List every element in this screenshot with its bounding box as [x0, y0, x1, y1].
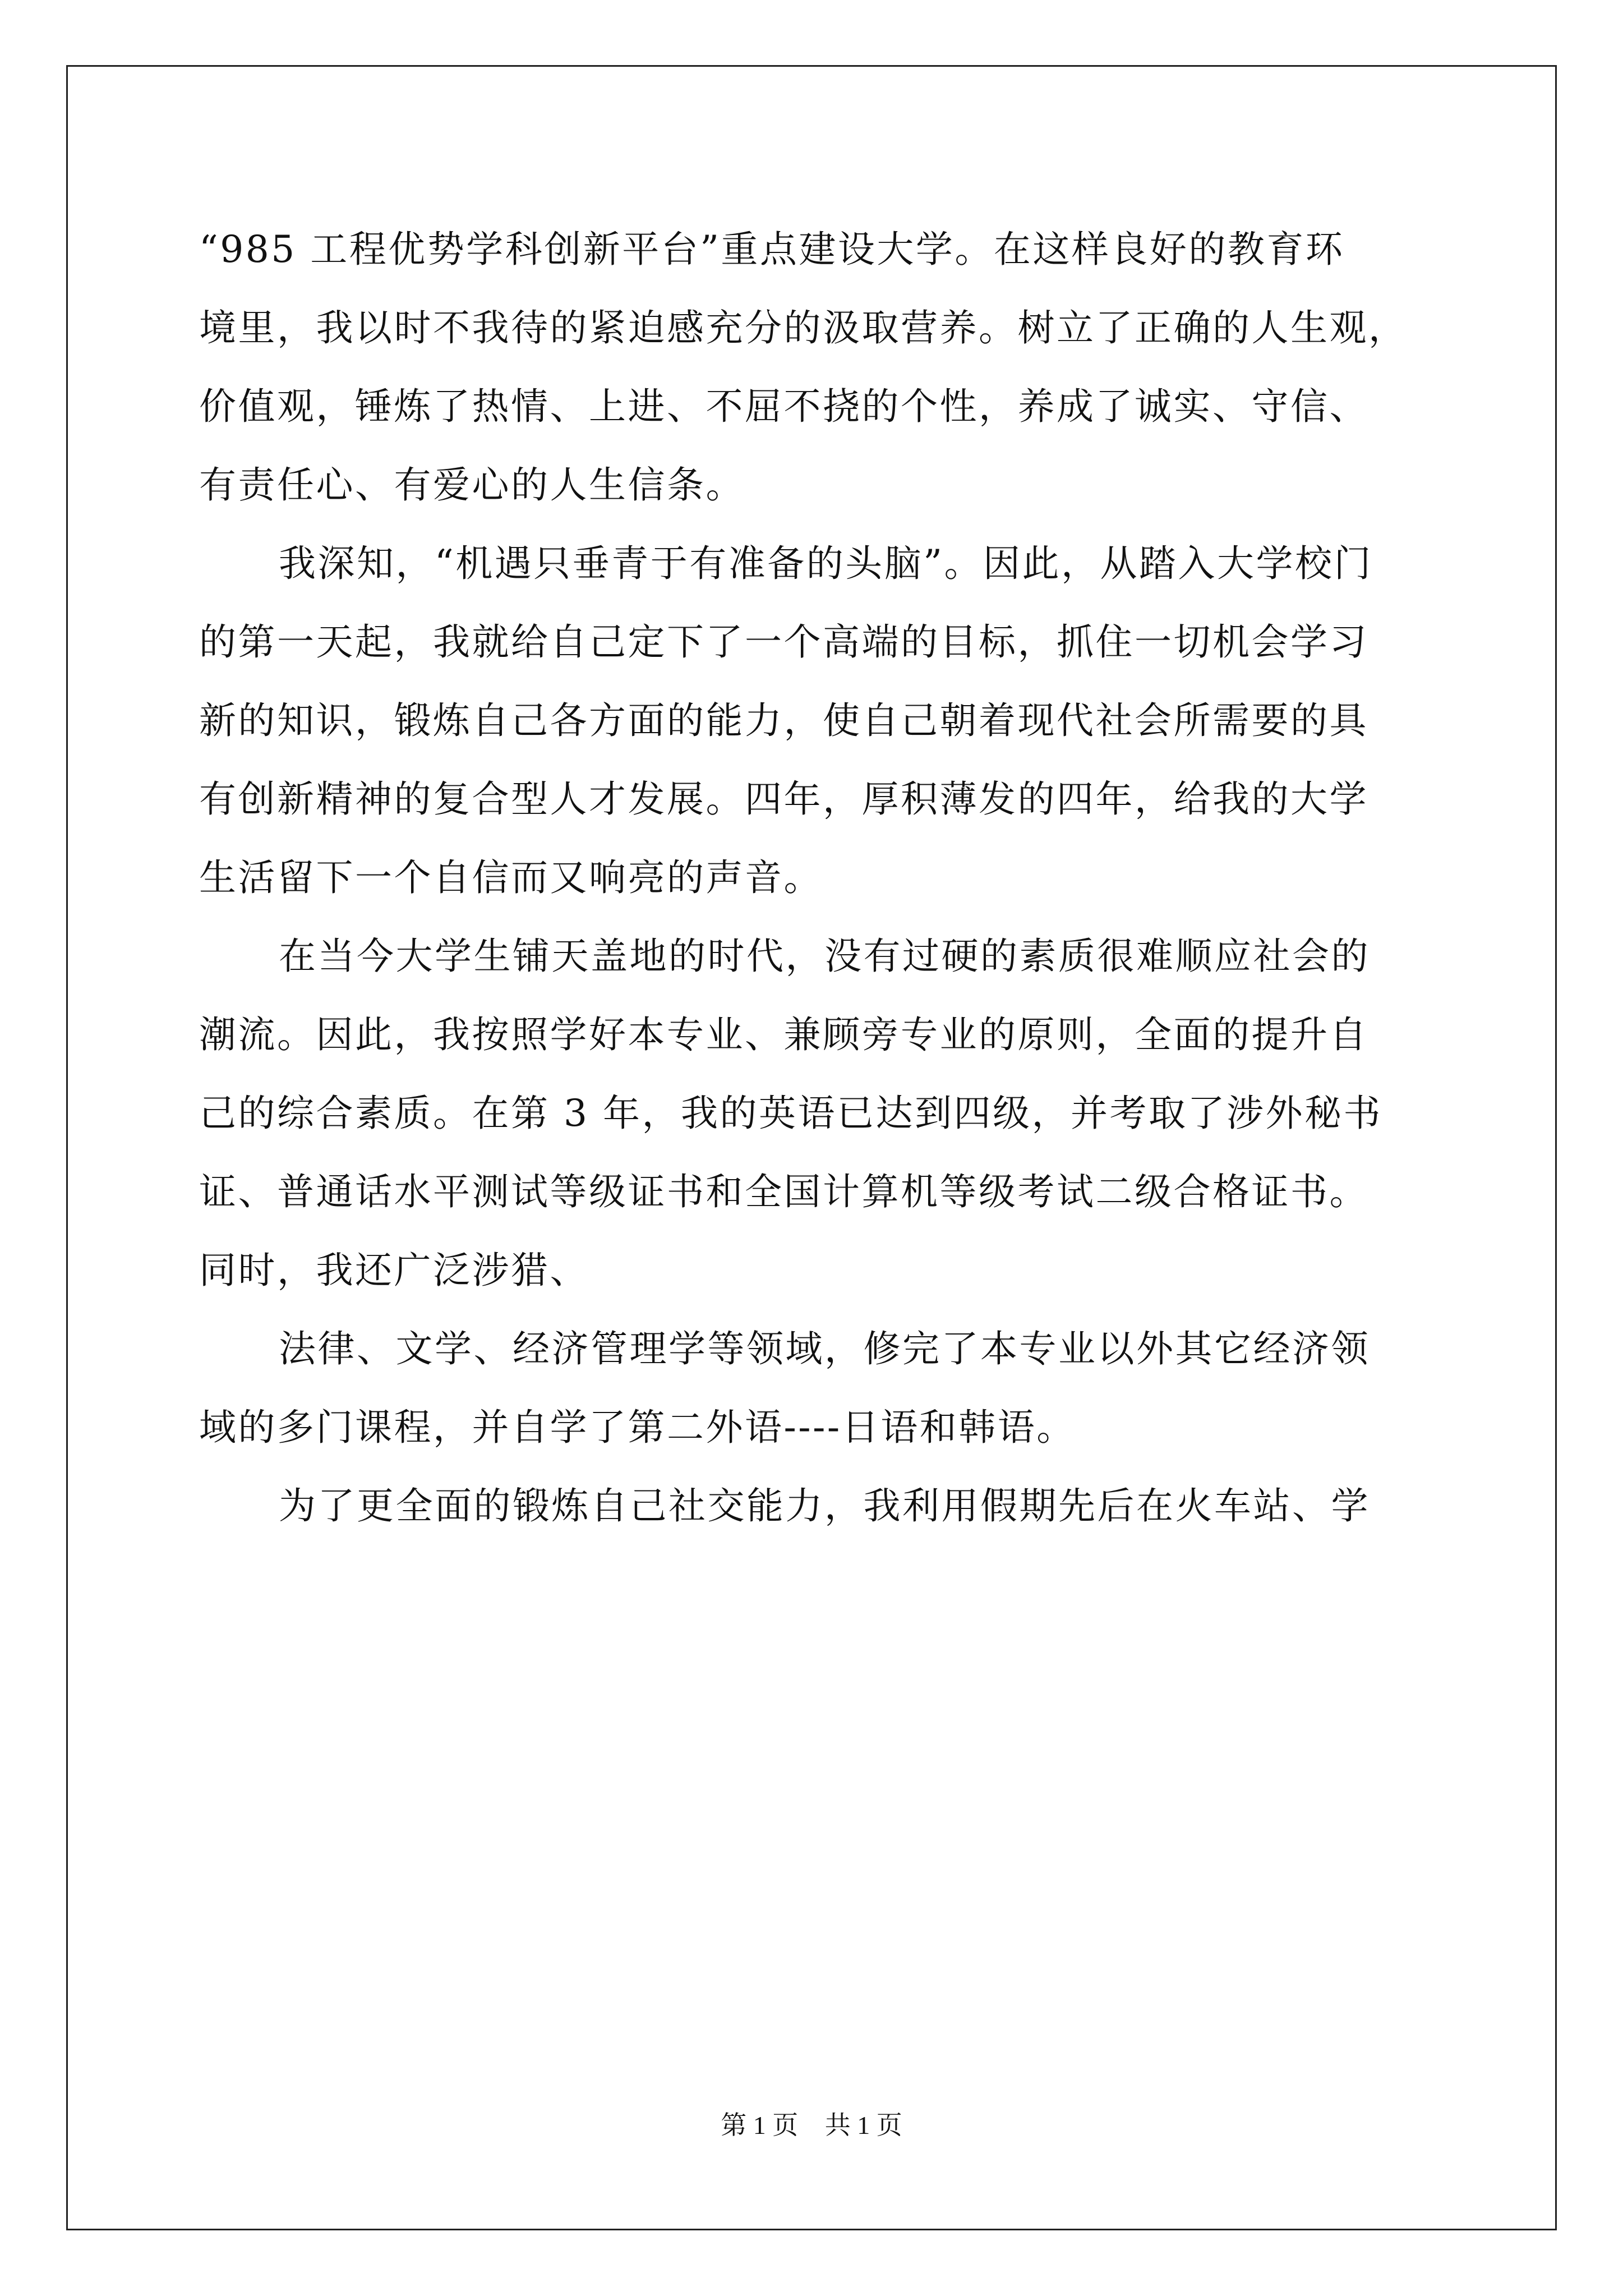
text-line: 在当今大学生铺天盖地的时代，没有过硬的素质很难顺应社会的 — [279, 935, 1370, 978]
page-footer — [0, 2105, 1623, 2142]
text-line: “985 工程优势学科创新平台”重点建设大学。在这样良好的教育环 — [199, 228, 1345, 271]
text-line: 新的知识，锻炼自己各方面的能力，使自己朝着现代社会所需要的具 — [199, 699, 1368, 742]
text-line: 我深知，“机遇只垂青于有准备的头脑”。因此，从踏入大学校门 — [279, 542, 1373, 585]
text-line: 同时，我还广泛涉猎、 — [199, 1249, 589, 1292]
text-line: 证、普通话水平测试等级证书和全国计算机等级考试二级合格证书。 — [199, 1170, 1368, 1213]
paragraph — [199, 210, 1433, 524]
text-line: 有责任心、有爱心的人生信条。 — [199, 463, 745, 507]
text-line: 境里，我以时不我待的紧迫感充分的汲取营养。树立了正确的人生观， — [199, 306, 1408, 349]
paragraph — [199, 917, 1433, 1310]
text-line: 有创新精神的复合型人才发展。四年，厚积薄发的四年，给我的大学 — [199, 777, 1368, 821]
text-line: 己的综合素质。在第 3 年，我的英语已达到四级，并考取了涉外秘书 — [199, 1092, 1382, 1135]
text-line: 域的多门课程，并自学了第二外语----日语和韩语。 — [199, 1406, 1076, 1449]
paragraph — [199, 524, 1433, 917]
document-body — [199, 210, 1433, 1545]
page-number-current: 第 1 页 — [721, 2111, 799, 2139]
text-line: 为了更全面的锻炼自己社交能力，我利用假期先后在火车站、学 — [279, 1484, 1370, 1527]
text-line: 的第一天起，我就给自己定下了一个高端的目标，抓住一切机会学习 — [199, 620, 1368, 664]
text-line: 潮流。因此，我按照学好本专业、兼顾旁专业的原则，全面的提升自 — [199, 1013, 1368, 1056]
text-line: 法律、文学、经济管理学等领域，修完了本专业以外其它经济领 — [279, 1327, 1370, 1370]
page-number-total: 共 1 页 — [824, 2111, 902, 2139]
text-line: 价值观，锤炼了热情、上进、不屈不挠的个性，养成了诚实、守信、 — [199, 385, 1368, 428]
paragraph — [199, 1467, 1433, 1545]
paragraph — [199, 1310, 1433, 1467]
text-line: 生活留下一个自信而又响亮的声音。 — [199, 856, 823, 899]
